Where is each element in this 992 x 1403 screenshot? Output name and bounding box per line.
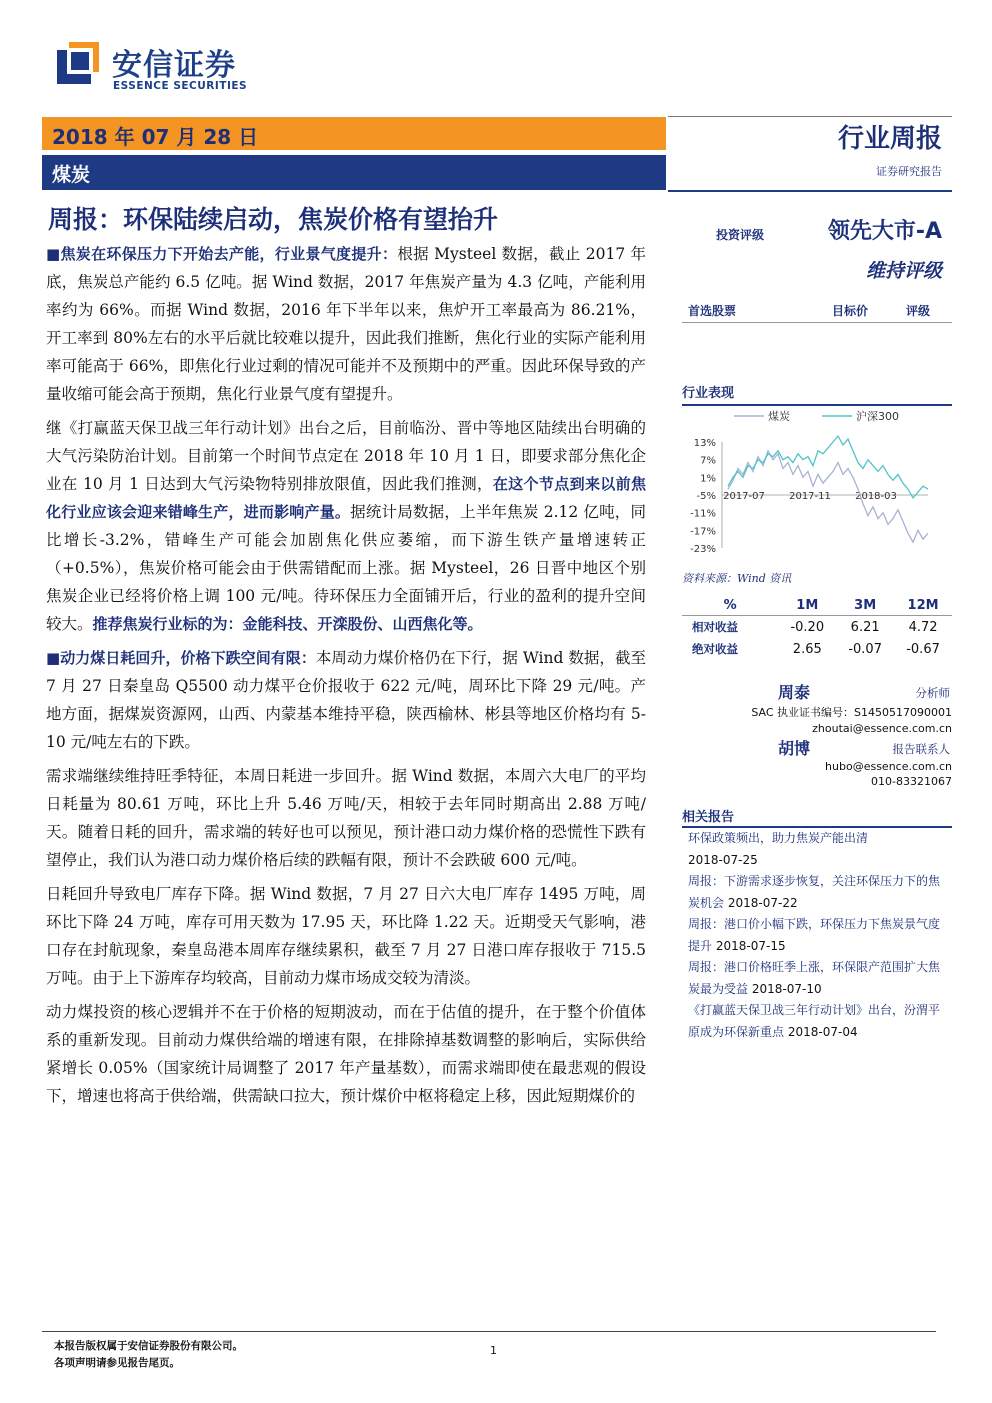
sector-label: 煤炭: [52, 164, 91, 186]
y-tick-label: -11%: [690, 508, 716, 520]
performance-title: 行业表现: [682, 382, 952, 406]
series-line: [728, 436, 928, 498]
y-tick-label: 7%: [700, 455, 716, 467]
analyst-name: 周泰: [778, 683, 811, 702]
y-tick-label: 1%: [700, 473, 716, 485]
paragraph: [46, 644, 646, 756]
contact-phone: 010-83321067: [871, 775, 952, 788]
y-tick-label: 13%: [693, 438, 716, 449]
report-subtype: 证券研究报告: [876, 165, 942, 178]
paragraph-text: 日耗回升导致电厂库存下降。据 Wind 数据，7 月 27 日六大电厂库存 1495 万吨，周环比下降 24 万吨，库存可用天数为 17.95 天，环比降 1.22 天。近期受天气影响，港口存在封航现象，秦皇岛港本周库存继续累积，截至 7 月 27 日港口库存报收于 715.5 万吨。由于上下游库存均较高，目前动力煤市场成交较为清淡。: [46, 885, 646, 987]
analyst-card: [682, 680, 952, 735]
paragraph-text: 动力煤投资的核心逻辑并不在于价格的短期波动，而在于估值的提升，在于整个价值体系的重新发现。目前动力煤供给端的增速有限，在排除掉基数调整的影响后，实际供给紧增长 0.05%（国家统计局调整了 2017 年产量基数），而需求端即使在最悲观的假设下，增速也将高于供给端，供需缺口拉大，预计煤价中枢将稳定上移，因此短期煤价的: [46, 1003, 646, 1105]
disclaimer-text: 各项声明请参见报告尾页。: [54, 1357, 180, 1369]
performance-table: [682, 596, 952, 660]
footer-disclaimer: [54, 1338, 243, 1372]
paragraph-text: 继《打赢蓝天保卫战三年行动计划》出台之后，目前临汾、晋中等地区陆续出台明确的大气污染防治计划。目前第一个时间节点定在 2018 年 10 月 1 日，即要求部分焦化企业在 10 月 1 日达到大气污染物特别排放限值，因此我们推测，: [46, 419, 646, 493]
rating-label: 投资评级: [716, 228, 765, 242]
divider: [668, 190, 952, 192]
column-header: 1M: [778, 596, 836, 616]
paragraph: [46, 762, 646, 874]
column-header: %: [682, 596, 778, 616]
row-label: 相对收益: [692, 620, 738, 634]
analyst-role: 分析师: [915, 686, 950, 700]
related-report-item[interactable]: [688, 914, 950, 957]
y-tick-label: -5%: [696, 491, 716, 502]
paragraph-text: 据统计局数据，上半年焦炭 2.12 亿吨，同比增长-3.2%，错峰生产可能会加剧焦化供应萎缩，而下游生铁产量增速转正（+0.5%），焦炭价格可能会由于供需错配而上涨。据 Mysteel，26 日晋中地区个别焦炭企业已经将价格上调 100 元/吨。待环保压力全面铺开后，行业的盈利的提升空间较大。: [46, 503, 646, 633]
y-tick-label: -23%: [690, 544, 716, 555]
logo-mark-icon: [55, 40, 101, 86]
stock-table-header: [682, 300, 952, 323]
rating-col-header: 评级: [906, 304, 931, 318]
rating-value: 领先大市-A: [827, 219, 942, 244]
table-cell: 4.72: [908, 619, 938, 635]
logo-en: ESSENCE SECURITIES: [113, 80, 248, 92]
copyright-text: 本报告版权属于安信证券股份有限公司。: [54, 1340, 243, 1352]
related-report-title: 环保政策频出，助力焦炭产能出清: [688, 831, 869, 845]
paragraph: [46, 880, 646, 992]
analyst-email[interactable]: zhoutai@essence.com.cn: [812, 722, 952, 735]
footer-divider: [42, 1331, 936, 1332]
related-report-date: 2018-07-15: [715, 938, 786, 953]
related-reports-list: [688, 828, 950, 1043]
table-cell: -0.20: [790, 619, 825, 635]
chart-source: 资料来源：Wind 资讯: [682, 572, 792, 585]
related-report-item[interactable]: [688, 957, 950, 1000]
analyst-cert: SAC 执业证书编号：S1450517090001: [751, 706, 952, 719]
contact-email[interactable]: hubo@essence.com.cn: [825, 760, 952, 773]
paragraph-highlight: 在这个节点到来以前焦化行业应该会迎来错峰生产，进而影响产量。: [46, 475, 646, 521]
column-header: 12M: [894, 596, 952, 616]
logo-cn: 安信证券: [112, 48, 236, 83]
x-tick-label: 2017-07: [723, 491, 765, 502]
related-report-date: 2018-07-04: [787, 1024, 858, 1039]
related-report-item[interactable]: [688, 1000, 950, 1043]
page-title: 周报：环保陆续启动，焦炭价格有望抬升: [48, 205, 499, 234]
related-report-item[interactable]: [688, 871, 950, 914]
related-report-date: 2018-07-10: [751, 981, 822, 996]
industry-performance-chart: [682, 404, 952, 569]
page-number: 1: [490, 1344, 497, 1357]
table-header-row: [682, 596, 952, 616]
contact-name: 胡博: [778, 739, 811, 758]
table-cell: 2.65: [792, 641, 822, 657]
contact-card: [682, 736, 952, 788]
report-body: [46, 240, 646, 1116]
column-header: 3M: [836, 596, 894, 616]
related-report-title: 《打赢蓝天保卫战三年行动计划》出台，汾渭平原成为环保新重点: [688, 1003, 941, 1039]
paragraph: [46, 240, 646, 408]
paragraph-heading: ■动力煤日耗回升，价格下跌空间有限：: [46, 649, 316, 667]
report-date: 2018 年 07 月 28 日: [52, 125, 259, 149]
related-report-item[interactable]: [688, 828, 950, 871]
table-cell: -0.07: [848, 641, 882, 657]
paragraph: [46, 998, 646, 1110]
table-row: [682, 638, 952, 660]
target-price-col-header: 目标价: [832, 304, 869, 318]
related-report-date: 2018-07-25: [688, 852, 758, 867]
paragraph-text: 需求端继续维持旺季特征，本周日耗进一步回升。据 Wind 数据，本周六大电厂的平均日耗量为 80.61 万吨，环比上升 5.46 万吨/天，相较于去年同时期高出 2.88 万吨/天。随着日耗的回升，需求端的转好也可以预见，预计港口动力煤价格的恐慌性下跌有望停止，我们认为港口动力煤价格后续的跌幅有限，预计不会跌破 600 元/吨。: [46, 767, 646, 869]
related-report-date: 2018-07-22: [727, 895, 798, 910]
sector-bar: [42, 155, 666, 190]
paragraph: [46, 414, 646, 638]
divider: [668, 116, 952, 117]
rating-status: 维持评级: [865, 260, 942, 282]
paragraph-heading: ■焦炭在环保压力下开始去产能，行业景气度提升：: [46, 245, 398, 263]
related-reports-title: 相关报告: [682, 806, 952, 828]
table-cell: 6.21: [850, 619, 880, 635]
paragraph-text: 本周动力煤价格仍在下行，据 Wind 数据，截至 7 月 27 日秦皇岛 Q5500 动力煤平仓价报收于 622 元/吨，周环比下降 29 元/吨。产地方面，据煤炭资源网，山西、内蒙基本维持平稳，陕西榆林、彬县等地区价格均有 5-10 元/吨左右的下跌。: [46, 649, 646, 751]
report-type: 行业周报: [837, 124, 942, 154]
table-cell: -0.67: [906, 641, 940, 657]
x-tick-label: 2017-11: [789, 491, 831, 502]
contact-role: 报告联系人: [892, 742, 950, 756]
paragraph-highlight: 推荐焦炭行业标的为：金能科技、开滦股份、山西焦化等。: [92, 615, 483, 633]
paragraph-text: 根据 Mysteel 数据，截止 2017 年底，焦炭总产能约 6.5 亿吨。据 Wind 数据，2017 年焦炭产量为 4.3 亿吨，产能利用率约为 66%。而据 Wind 数据，2016 年下半年以来，焦炉开工率最高为 86.21%，开工率到 80%左右的水平后就比较难以提升，因此我们推断，焦化行业的实际产能利用率可能高于 66%，即焦化行业过剩的情况可能并不及预期中的严重。因此环保导致的产量收缩可能会高于预期，焦化行业景气度有望提升。: [46, 245, 646, 403]
legend-label: 沪深300: [856, 410, 899, 423]
x-tick-label: 2018-03: [855, 491, 897, 502]
related-report-title: 周报：港口价小幅下跌，环保压力下焦炭景气度提升: [688, 917, 941, 953]
related-report-title: 周报：港口价格旺季上涨，环保限产范围扩大焦炭最为受益: [688, 960, 941, 996]
row-label: 绝对收益: [692, 642, 738, 656]
y-tick-label: -17%: [690, 526, 716, 538]
stock-col-header: 首选股票: [688, 304, 737, 318]
table-row: [682, 616, 952, 639]
legend-label: 煤炭: [768, 410, 790, 423]
related-report-title: 周报：下游需求逐步恢复，关注环保压力下的焦炭机会: [688, 874, 941, 910]
